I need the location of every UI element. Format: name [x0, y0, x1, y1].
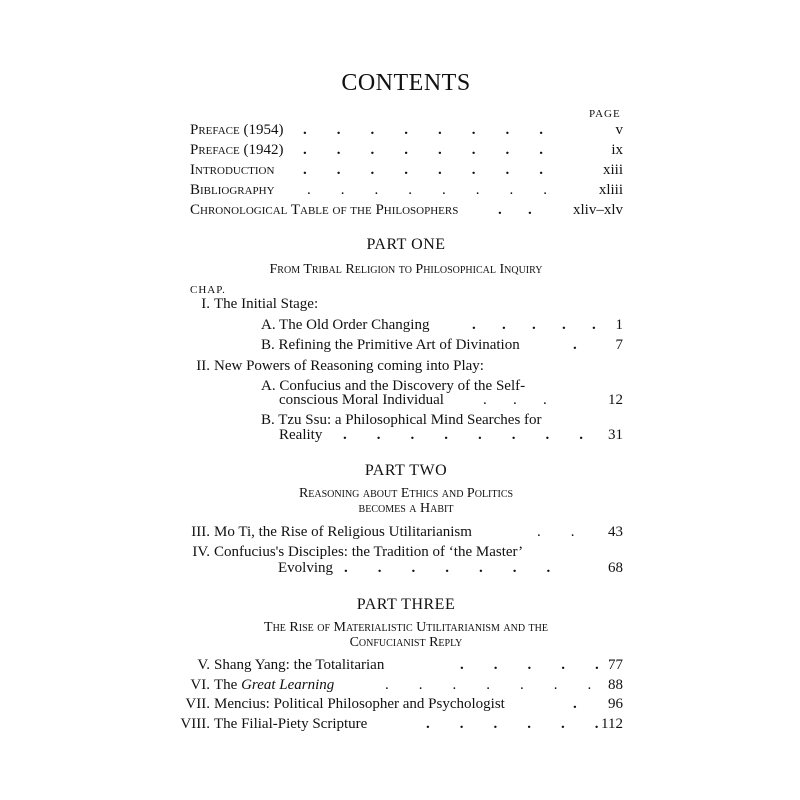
chapter-page: 77	[608, 657, 623, 673]
chapter-title-prefix: The	[214, 677, 242, 693]
section-page: 7	[615, 337, 623, 353]
chapter-number: I.	[201, 296, 210, 312]
chapter-entry-line2[interactable]	[170, 558, 623, 578]
toc-entry-page: ix	[611, 142, 623, 158]
part-heading: PART TWO	[364, 462, 448, 479]
section-label: A. Confucius and the Discovery of the Self-	[261, 378, 526, 394]
section-label: B. Tzu Ssu: a Philosophical Mind Searches for	[261, 412, 542, 428]
chapter-entry[interactable]	[170, 356, 623, 376]
toc-entry[interactable]	[190, 200, 623, 220]
section-label-continued: Reality	[279, 427, 323, 443]
toc-entry-label: Introduction	[190, 162, 275, 178]
chapter-entry[interactable]	[170, 694, 623, 714]
chapter-number: VIII.	[180, 716, 210, 732]
part-subtitle: becomes a Habit	[358, 501, 454, 516]
chapter-title-italic: Great Learning	[241, 677, 335, 693]
chapter-number: IV.	[192, 544, 210, 560]
part-subtitle: Reasoning about Ethics and Politics	[298, 486, 514, 501]
chapter-number: III.	[191, 524, 210, 540]
chapter-page: 68	[608, 560, 623, 576]
section-page: 1	[615, 317, 623, 333]
toc-entry[interactable]	[190, 140, 623, 160]
part-subtitle: Confucianist Reply	[349, 635, 463, 650]
toc-entry-page: xiii	[602, 162, 623, 178]
toc-entry-page: xliv–xlv	[572, 202, 623, 218]
chapter-title: Mencius: Political Philosopher and Psychologist	[214, 696, 505, 712]
page-column-label: PAGE	[589, 108, 621, 120]
chapter-number: VII.	[185, 696, 210, 712]
section-label: B. Refining the Primitive Art of Divination	[261, 337, 520, 353]
section-label-continued: conscious Moral Individual	[279, 392, 444, 408]
dot-leader: . . . . . . . .	[303, 162, 543, 178]
chapter-number: VI.	[190, 677, 210, 693]
part-subtitle: The Rise of Materialistic Utilitarianism and the	[264, 620, 548, 635]
chapter-title: The Initial Stage:	[214, 296, 319, 312]
part-subtitle: From Tribal Religion to Philosophical Inquiry	[269, 262, 543, 277]
section-entry[interactable]	[261, 335, 623, 355]
chapter-title	[214, 675, 334, 695]
chapter-page: 96	[608, 696, 623, 712]
part-heading: PART THREE	[356, 596, 456, 613]
chapter-page: 43	[608, 524, 623, 540]
toc-entry[interactable]	[190, 160, 623, 180]
part-heading: PART ONE	[366, 236, 446, 253]
page-title: CONTENTS	[341, 70, 471, 96]
dot-leader: . . . . . . . .	[343, 427, 583, 443]
chapter-title: New Powers of Reasoning coming into Play:	[214, 358, 484, 374]
chapter-title: Shang Yang: the Totalitarian	[214, 657, 385, 673]
dot-leader: . . .	[483, 392, 547, 408]
section-page: 31	[608, 427, 623, 443]
chapter-number: II.	[196, 358, 210, 374]
chapter-title: The Filial-Piety Scripture	[214, 716, 368, 732]
toc-entry-page: xliii	[598, 182, 623, 198]
dot-leader: . . . . . . .	[385, 677, 592, 693]
dot-leader: .	[573, 696, 577, 712]
chapter-title-continued: Evolving	[278, 560, 333, 576]
toc-entry-label: Chronological Table of the Philosophers	[190, 202, 459, 218]
section-entry-line2[interactable]	[261, 425, 623, 445]
toc-entry-label: Bibliography	[190, 182, 275, 198]
dot-leader: . .	[498, 202, 532, 218]
dot-leader: . . . . . .	[426, 716, 599, 732]
dot-leader: . . . . .	[460, 657, 599, 673]
toc-entry[interactable]	[190, 120, 623, 140]
toc-entry-label: Preface (1954)	[190, 122, 284, 138]
dot-leader: .	[573, 337, 577, 353]
chapter-entry[interactable]	[170, 675, 623, 695]
section-entry[interactable]	[261, 315, 623, 335]
toc-entry-page: v	[615, 122, 623, 138]
dot-leader: . . . . . . . .	[303, 122, 543, 138]
section-label: A. The Old Order Changing	[261, 317, 430, 333]
chapter-page: 88	[608, 677, 623, 693]
section-page: 12	[608, 392, 623, 408]
chapter-entry[interactable]	[170, 522, 623, 542]
dot-leader: . . . . . . . .	[307, 182, 547, 198]
chapter-entry[interactable]	[170, 294, 623, 314]
chapter-entry[interactable]	[170, 714, 623, 734]
chapter-title: Mo Ti, the Rise of Religious Utilitarianism	[214, 524, 472, 540]
chapter-entry[interactable]	[170, 655, 623, 675]
toc-entry-label: Preface (1942)	[190, 142, 284, 158]
dot-leader: . .	[537, 524, 575, 540]
dot-leader: . . . . . . .	[344, 560, 551, 576]
chapter-number: V.	[197, 657, 210, 673]
chapter-title: Confucius's Disciples: the Tradition of ‘the Master’	[214, 544, 524, 560]
toc-entry[interactable]	[190, 180, 623, 200]
chapter-page: 112	[601, 716, 623, 732]
dot-leader: . . . . .	[472, 317, 596, 333]
dot-leader: . . . . . . . .	[303, 142, 543, 158]
section-entry-line2[interactable]	[261, 390, 623, 410]
chapter-column-label: CHAP.	[190, 284, 226, 296]
